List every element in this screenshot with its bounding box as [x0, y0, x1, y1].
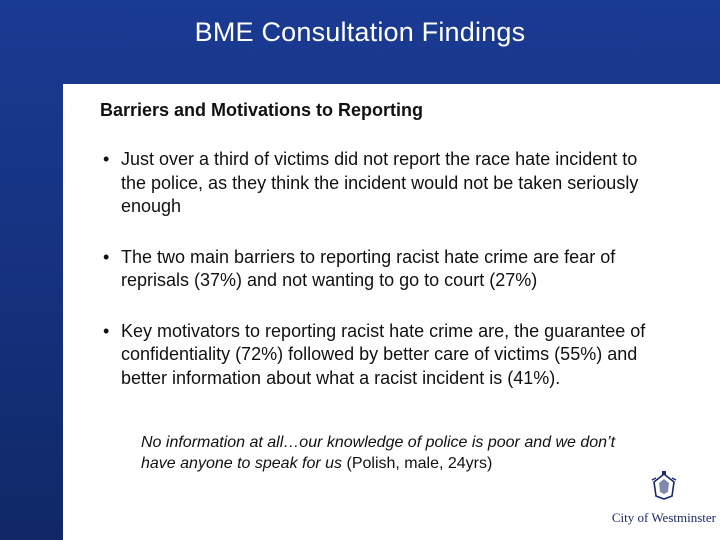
bullet-item	[103, 148, 663, 219]
participant-quote	[141, 432, 641, 474]
city-of-westminster-logo	[608, 460, 716, 534]
bullet-text: Just over a third of victims did not report the race hate incident to the police, as they think the incident would not be taken seriously enough	[121, 149, 639, 216]
bullet-text: The two main barriers to reporting racist hate crime are fear of reprisals (37%) and not wanting to go to court (27%)	[121, 246, 616, 290]
westminster-crest-icon	[650, 470, 678, 500]
content-panel	[63, 84, 720, 540]
bullet-marker: •	[103, 246, 110, 267]
logo-text: City of Westminster	[611, 510, 716, 525]
slide-title: BME Consultation Findings	[194, 17, 526, 47]
bullet-list	[103, 148, 663, 417]
quote-attribution: (Polish, male, 24yrs)	[346, 455, 493, 472]
bullet-item	[103, 246, 663, 293]
bullet-text: Key motivators to reporting racist hate crime are, the guarantee of confidentiality (72%) followed by better care of victims (55%) and better information about what a racist incident is (41%).	[121, 320, 646, 388]
quote-text: No information at all…our knowledge of police is poor and we don’t have anyone to speak for us	[141, 434, 616, 472]
section-heading: Barriers and Motivations to Reporting	[100, 100, 424, 120]
bullet-marker: •	[103, 149, 110, 169]
bullet-marker: •	[103, 320, 110, 341]
bullet-item	[103, 320, 663, 391]
